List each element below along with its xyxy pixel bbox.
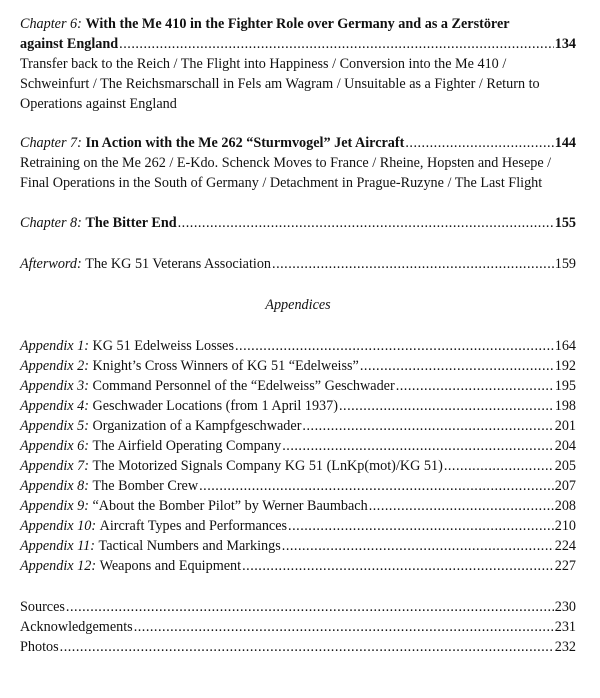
- leader-dots: [242, 556, 554, 576]
- chapter-8-title-line: Chapter 8: The Bitter End ..... 155: [20, 213, 576, 233]
- appendices-heading: Appendices: [265, 297, 331, 313]
- leader-dots: [360, 356, 554, 376]
- leader-dots: [405, 133, 553, 153]
- appendix-title: The Bomber Crew: [92, 478, 199, 494]
- toc-entry-appendix[interactable]: Appendix 11: Tactical Numbers and Markings ..... 224: [20, 536, 576, 556]
- appendix-label: Appendix 2: [20, 358, 85, 374]
- afterword-label: Afterword: [20, 256, 78, 272]
- appendix-title: Organization of a Kampfgeschwader: [92, 418, 302, 434]
- chapter-description: Retraining on the Me 262 / E-Kdo. Schenck Moves to France / Rheine, Hopsten and Hesepe / Final Operations in the South of Germany / Detachment in Prague-Ruzyne / The Last Flight: [20, 155, 552, 191]
- appendices-list: [20, 336, 576, 576]
- chapter-title: In Action with the Me 262 “Sturmvogel” Jet Aircraft: [85, 135, 405, 151]
- page-number: 204: [554, 438, 576, 454]
- appendix-label: Appendix 5: [20, 418, 85, 434]
- page-number: 207: [554, 478, 576, 494]
- appendix-title: The Motorized Signals Company KG 51 (LnKp(mot)/KG 51): [92, 458, 443, 474]
- toc-entry-chapter-7[interactable]: [20, 133, 576, 193]
- chapter-title: The Bitter End: [85, 215, 177, 231]
- appendix-title: Tactical Numbers and Markings: [98, 538, 281, 554]
- leader-dots: [339, 396, 554, 416]
- chapter-title: With the Me 410 in the Fighter Role over Germany and as a Zerstörer: [85, 16, 510, 32]
- chapter-title-continued: against England: [20, 36, 119, 52]
- appendix-label: Appendix 3: [20, 378, 85, 394]
- page-number: 224: [554, 538, 576, 554]
- toc-entry-sources[interactable]: [20, 597, 576, 617]
- page-number: 198: [554, 398, 576, 414]
- leader-dots: [272, 254, 554, 274]
- appendix-label: Appendix 6: [20, 438, 85, 454]
- page-number: 195: [554, 378, 576, 394]
- leader-dots: [199, 476, 554, 496]
- chapter-7-title-line: Chapter 7: In Action with the Me 262 “Sturmvogel” Jet Aircraft ..... 144: [20, 133, 576, 153]
- leader-dots: [119, 34, 554, 54]
- chapter-label: Chapter 7: [20, 135, 78, 151]
- appendix-title: “About the Bomber Pilot” by Werner Baumbach: [92, 498, 368, 514]
- leader-dots: [444, 456, 554, 476]
- page-number: 164: [554, 338, 576, 354]
- toc-entry-appendix[interactable]: Appendix 12: Weapons and Equipment ..... 227: [20, 556, 576, 576]
- page-number: 144: [554, 135, 576, 151]
- leader-dots: [302, 416, 553, 436]
- appendix-title: Aircraft Types and Performances: [99, 518, 288, 534]
- appendix-title: KG 51 Edelweiss Losses: [92, 338, 234, 354]
- chapter-label: Chapter 6: [20, 16, 78, 32]
- entry-title: Sources: [20, 599, 65, 615]
- back-matter-list: [20, 597, 576, 657]
- toc-entry-photos[interactable]: [20, 637, 576, 657]
- table-of-contents: [20, 14, 576, 657]
- leader-dots: [66, 597, 554, 617]
- appendix-label: Appendix 9: [20, 498, 85, 514]
- leader-dots: [178, 213, 554, 233]
- chapter-label: Chapter 8: [20, 215, 78, 231]
- page-number: 208: [554, 498, 576, 514]
- chapter-description: Transfer back to the Reich / The Flight into Happiness / Conversion into the Me 410 / Schweinfurt / The Reichsmarschall in Fels am Wagram / Unsuitable as a Fighter / Return to Operations against England: [20, 56, 540, 112]
- leader-dots: [60, 637, 554, 657]
- entry-title: Photos: [20, 639, 59, 655]
- toc-entry-chapter-6[interactable]: [20, 14, 576, 114]
- page-number: 134: [554, 36, 576, 52]
- appendix-title: Knight’s Cross Winners of KG 51 “Edelweiss”: [92, 358, 359, 374]
- chapter-6-title-line-2: [20, 34, 576, 54]
- page-number: 192: [554, 358, 576, 374]
- page-number: 232: [554, 639, 576, 655]
- appendix-label: Appendix 12: [20, 558, 92, 574]
- toc-entry-appendix[interactable]: Appendix 9: “About the Bomber Pilot” by Werner Baumbach ..... 208: [20, 496, 576, 516]
- page-number: 210: [554, 518, 576, 534]
- page-number: 201: [554, 418, 576, 434]
- page-number: 227: [554, 558, 576, 574]
- chapter-6-title-line: Chapter 6: With the Me 410 in the Fighter Role over Germany and as a Zerstörer: [20, 16, 510, 32]
- leader-dots: [134, 617, 554, 637]
- page-number: 231: [554, 619, 576, 635]
- page-number: 159: [554, 256, 576, 272]
- toc-entry-appendix[interactable]: Appendix 5: Organization of a Kampfgeschwader ..... 201: [20, 416, 576, 436]
- appendix-title: Weapons and Equipment: [99, 558, 242, 574]
- leader-dots: [288, 516, 554, 536]
- toc-entry-appendix[interactable]: Appendix 7: The Motorized Signals Company KG 51 (LnKp(mot)/KG 51) ..... 205: [20, 456, 576, 476]
- toc-entry-acknowledgements[interactable]: [20, 617, 576, 637]
- leader-dots: [235, 336, 554, 356]
- toc-entry-chapter-8[interactable]: [20, 213, 576, 233]
- appendix-label: Appendix 10: [20, 518, 92, 534]
- appendix-title: The Airfield Operating Company: [92, 438, 282, 454]
- leader-dots: [396, 376, 554, 396]
- afterword-title: The KG 51 Veterans Association: [85, 256, 272, 272]
- leader-dots: [282, 536, 554, 556]
- appendix-label: Appendix 7: [20, 458, 85, 474]
- toc-entry-afterword[interactable]: Afterword: The KG 51 Veterans Association ..... 159: [20, 254, 576, 274]
- appendix-label: Appendix 8: [20, 478, 85, 494]
- appendix-title: Command Personnel of the “Edelweiss” Geschwader: [92, 378, 395, 394]
- toc-entry-appendix[interactable]: Appendix 8: The Bomber Crew ..... 207: [20, 476, 576, 496]
- toc-entry-appendix[interactable]: Appendix 1: KG 51 Edelweiss Losses ..... 164: [20, 336, 576, 356]
- appendix-label: Appendix 4: [20, 398, 85, 414]
- toc-entry-appendix[interactable]: Appendix 10: Aircraft Types and Performances ..... 210: [20, 516, 576, 536]
- leader-dots: [282, 436, 553, 456]
- page-number: 155: [554, 215, 576, 231]
- toc-entry-appendix[interactable]: Appendix 2: Knight’s Cross Winners of KG 51 “Edelweiss” ..... 192: [20, 356, 576, 376]
- appendix-title: Geschwader Locations (from 1 April 1937): [92, 398, 338, 414]
- appendix-label: Appendix 11: [20, 538, 91, 554]
- toc-entry-appendix[interactable]: Appendix 3: Command Personnel of the “Edelweiss” Geschwader ..... 195: [20, 376, 576, 396]
- toc-entry-appendix[interactable]: Appendix 6: The Airfield Operating Company ..... 204: [20, 436, 576, 456]
- toc-entry-appendix[interactable]: Appendix 4: Geschwader Locations (from 1 April 1937) ..... 198: [20, 396, 576, 416]
- entry-title: Acknowledgements: [20, 619, 133, 635]
- appendix-label: Appendix 1: [20, 338, 85, 354]
- leader-dots: [369, 496, 554, 516]
- page-number: 205: [554, 458, 576, 474]
- page-number: 230: [554, 599, 576, 615]
